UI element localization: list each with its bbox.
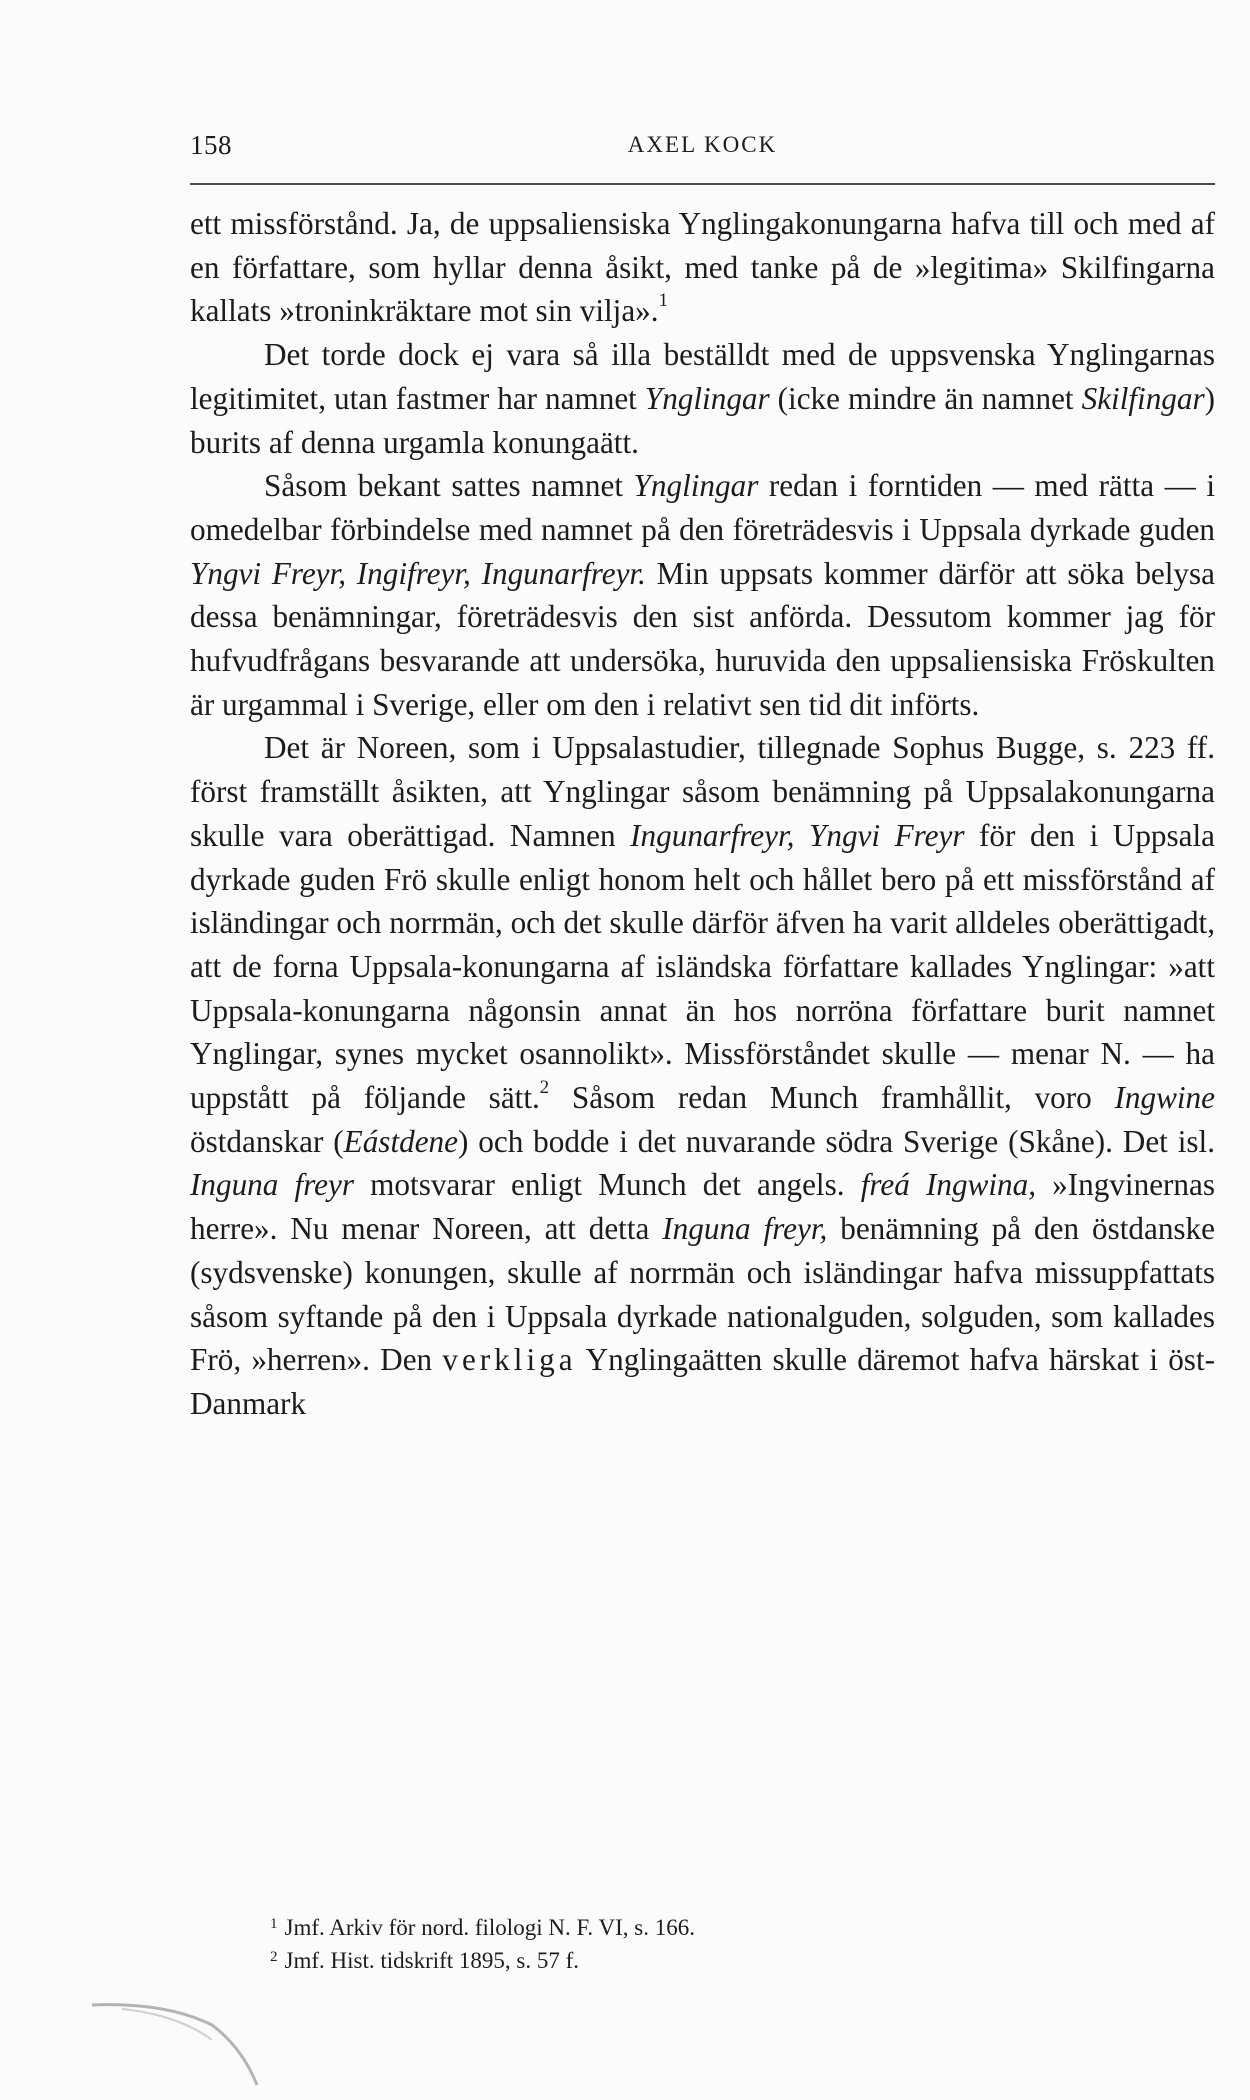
italic-text: Ynglingar — [644, 380, 770, 416]
italic-text: Inguna freyr, — [662, 1211, 828, 1247]
text-run: ) och bodde i det nuvarande södra Sverige (Skåne). Det isl. — [457, 1123, 1215, 1159]
italic-text: Ingwine — [1114, 1080, 1215, 1116]
spaced-text: verkliga — [442, 1342, 577, 1378]
italic-text: Skilfingar — [1081, 380, 1205, 416]
footnotes — [270, 1913, 1170, 1979]
italic-text: Inguna freyr — [190, 1167, 354, 1203]
body-text — [190, 202, 1215, 1426]
footnote-mark: 1 — [270, 1916, 278, 1932]
text-run: för den i Uppsala dyrkade guden Frö skulle enligt honom helt och hållet bero på ett missförstånd af isländingar och norrmän, och det skulle därför äfven ha varit alldeles oberättigadt, att de forna Uppsala-konungarna af isländska författare kallades Ynglingar: »att Uppsala-konungarna någonsin annat än hos norröna författare burit namnet Ynglingar, synes mycket osannolikt». Missförståndet skulle — menar N. — ha uppstått på följande sätt. — [190, 817, 1215, 1116]
text-run: Ynglingaätten skulle däremot hafva härskat i öst-Danmark — [190, 1342, 1215, 1421]
paragraph — [190, 202, 1215, 333]
text-run: Det torde dock ej vara så illa beställdt med de uppsvenska Ynglingarnas legitimitet, utan fastmer har namnet — [190, 337, 1215, 416]
italic-text: Ynglingar — [633, 468, 759, 504]
italic-text: Ingunarfreyr, Yngvi Freyr — [630, 817, 965, 853]
footnote — [270, 1946, 1170, 1979]
footnote-mark: 2 — [270, 1949, 278, 1965]
text-run: Min uppsats kommer därför att söka belysa dessa benämningar, företrädesvis den sist anförda. Dessutom kommer jag för hufvudfrågans besvarande att undersöka, huruvida den uppsaliensiska Fröskulten är urgammal i Sverige, eller om den i relativt sen tid dit införts. — [190, 555, 1215, 722]
italic-text: freá Ingwina, — [860, 1167, 1036, 1203]
paragraph — [190, 726, 1215, 1425]
italic-text: Eástdene — [343, 1123, 458, 1159]
italic-text: Yngvi Freyr, Ingifreyr, Ingunarfreyr. — [190, 555, 646, 591]
text-run: östdanskar ( — [190, 1123, 344, 1159]
paragraph — [190, 464, 1215, 726]
text-run: ) burits af denna urgamla konungaätt. — [190, 380, 1215, 460]
text-run: Såsom redan Munch framhållit, voro — [549, 1080, 1115, 1116]
text-run: motsvarar enligt Munch det angels. — [354, 1167, 861, 1203]
text-run: (icke mindre än namnet — [769, 380, 1082, 416]
page-edge-smudge — [82, 1985, 302, 2095]
running-head: AXEL KOCK — [627, 132, 778, 157]
text-run: benämning på den östdanske (sydsvenske) konungen, skulle af norrmän och isländingar hafva missuppfattats såsom syftande på den i Uppsala dyrkade nationalguden, solguden, som kallades Frö, »herren». Den — [190, 1211, 1215, 1378]
page-header — [190, 126, 1215, 166]
text-run: Såsom bekant sattes namnet — [264, 468, 634, 504]
footnote — [270, 1913, 1170, 1946]
text-run: Det är Noreen, som i Uppsalastudier, tillegnade Sophus Bugge, s. 223 ff. först framställt åsikten, att Ynglingar såsom benämning på Uppsalakonungarna skulle vara oberättigad. Namnen — [190, 730, 1215, 853]
header-rule — [190, 183, 1215, 185]
text-run: ett missförstånd. Ja, de uppsaliensiska Ynglingakonungarna hafva till och med af en författare, som hyllar denna åsikt, med tanke på de »legitima» Skilfingarna kallats »troninkräktare mot sin vilja». — [190, 206, 1215, 329]
text-run: »Ingvinernas herre». Nu menar Noreen, att detta — [190, 1167, 1215, 1247]
footnote-text: Jmf. Hist. tidskrift 1895, s. 57 f. — [284, 1948, 580, 1973]
text-run: redan i forntiden — med rätta — i omedelbar förbindelse med namnet på den företrädesvis i Uppsala dyrkade guden — [190, 468, 1215, 547]
footnote-text: Jmf. Arkiv för nord. filologi N. F. VI, s. 166. — [284, 1915, 695, 1940]
footnote-ref: 2 — [539, 1076, 550, 1098]
paragraph — [190, 333, 1215, 464]
footnote-ref: 1 — [658, 290, 668, 312]
page-number: 158 — [190, 130, 232, 160]
